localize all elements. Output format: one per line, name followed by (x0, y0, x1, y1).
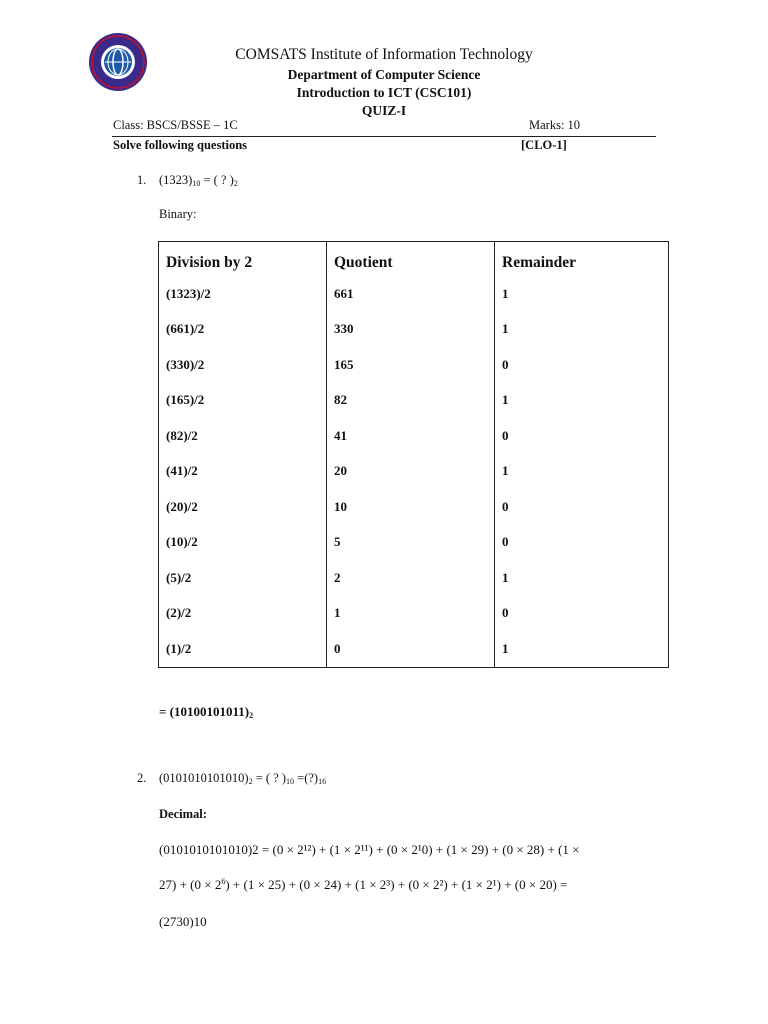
dividend-cell: (661)/2 (159, 312, 327, 348)
dividend-cell: (82)/2 (159, 418, 327, 454)
quotient-cell: 20 (327, 454, 495, 490)
quotient-cell: 165 (327, 347, 495, 383)
clo-tag: [CLO-1] (521, 138, 567, 152)
dividend-cell: (330)/2 (159, 347, 327, 383)
q2-decimal-label: Decimal: (159, 807, 207, 821)
table-row (159, 383, 669, 419)
table-row (159, 276, 669, 312)
q2-expansion-line-1: (0101010101010)2 = (0 × 2¹²) + (1 × 2¹¹) + (0 × 2¹0) + (1 × 29) + (0 × 28) + (1 × (159, 842, 580, 857)
remainder-cell: 1 (495, 276, 669, 312)
quotient-cell: 10 (327, 489, 495, 525)
dividend-cell: (1323)/2 (159, 276, 327, 312)
table-row (159, 312, 669, 348)
quotient-cell: 82 (327, 383, 495, 419)
column-header: Remainder (495, 242, 669, 277)
quotient-cell: 1 (327, 596, 495, 632)
class-label: Class: BSCS/BSSE – 1C (113, 118, 238, 132)
remainder-cell: 1 (495, 560, 669, 596)
remainder-cell: 0 (495, 347, 669, 383)
q1-answer: = $(10100101011)_2$ (159, 704, 254, 720)
remainder-cell: 1 (495, 383, 669, 419)
quotient-cell: 330 (327, 312, 495, 348)
q2-expansion-line-2: $27) + (0 \times 2^6) + (1 \times 25) + (0 \times 24) + (1 \times 2^3) + (0 \times 2^2) + (1 \times 2^1) + (0 \times 20)$ = (159, 877, 568, 892)
dividend-cell: (41)/2 (159, 454, 327, 490)
q1-binary-label: Binary: (159, 207, 197, 221)
table-row (159, 560, 669, 596)
institute-title: COMSATS Institute of Information Technology (235, 46, 533, 63)
q1-number: 1. (137, 173, 147, 187)
table-row (159, 631, 669, 667)
quotient-cell: 2 (327, 560, 495, 596)
remainder-cell: 0 (495, 418, 669, 454)
table-row (159, 454, 669, 490)
remainder-cell: 0 (495, 489, 669, 525)
division-table (158, 241, 669, 668)
table-row (159, 525, 669, 561)
dividend-cell: (10)/2 (159, 525, 327, 561)
q2-prompt: $(0101010101010)_2$ = ( ? )$_{10}$ $=(?)_{16}$ (159, 771, 327, 786)
quotient-cell: 41 (327, 418, 495, 454)
column-header: Quotient (327, 242, 495, 277)
remainder-cell: 0 (495, 525, 669, 561)
table-row (159, 489, 669, 525)
course-title: Introduction to ICT (CSC101) (296, 85, 472, 100)
header-rule (112, 136, 656, 137)
remainder-cell: 1 (495, 312, 669, 348)
instruction-text: Solve following questions (113, 138, 248, 152)
q2-result: (2730)10 (159, 914, 207, 929)
remainder-cell: 1 (495, 454, 669, 490)
quotient-cell: 0 (327, 631, 495, 667)
table-row (159, 596, 669, 632)
table-row (159, 418, 669, 454)
dividend-cell: (1)/2 (159, 631, 327, 667)
dividend-cell: (165)/2 (159, 383, 327, 419)
dividend-cell: (20)/2 (159, 489, 327, 525)
department-title: Department of Computer Science (287, 67, 481, 82)
quotient-cell: 661 (327, 276, 495, 312)
remainder-cell: 0 (495, 596, 669, 632)
q2-number: 2. (137, 771, 147, 785)
quotient-cell: 5 (327, 525, 495, 561)
marks-label: Marks: 10 (529, 118, 581, 132)
dividend-cell: (2)/2 (159, 596, 327, 632)
q1-prompt: $(1323)_{10}$ = ( ? )$_2$ (159, 173, 238, 188)
column-header: Division by 2 (159, 242, 327, 277)
table-header-row (159, 242, 669, 277)
table-row (159, 347, 669, 383)
dividend-cell: (5)/2 (159, 560, 327, 596)
quiz-title: QUIZ-I (361, 103, 407, 118)
remainder-cell: 1 (495, 631, 669, 667)
